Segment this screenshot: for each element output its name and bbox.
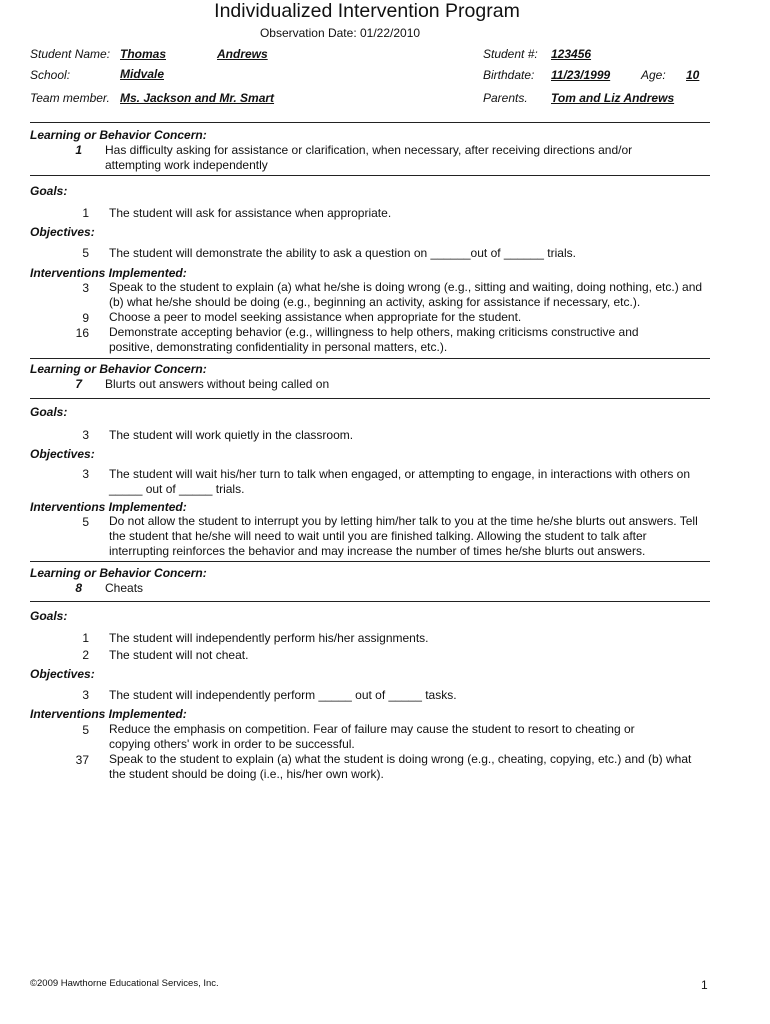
goal-text: The student will not cheat. [109, 648, 249, 662]
goal-number: 2 [82, 648, 89, 662]
concern-heading: Learning or Behavior Concern: [30, 128, 207, 142]
goals-heading: Goals: [30, 405, 68, 419]
intervention-number: 9 [82, 311, 89, 325]
concern-heading: Learning or Behavior Concern: [30, 566, 207, 580]
goal-text: The student will ask for assistance when appropriate. [109, 206, 392, 220]
intervention-text: Do not allow the student to interrupt you by letting him/her talk to you at the time he/she blurts out answers. Tell the student that he/she will need to wait until you are finished talking. Allowing the student to talk after interrupting reinforces the behavior and may increase the number of times he/she blurts out answers. [109, 514, 698, 558]
student-number: 123456 [551, 47, 592, 61]
divider [30, 601, 710, 602]
objectives-heading: Objectives: [30, 447, 95, 461]
divider [30, 175, 710, 176]
page-number: 1 [701, 978, 708, 992]
intervention-number: 5 [82, 723, 89, 737]
student-first-name: Thomas [120, 47, 167, 61]
goal-number: 1 [82, 631, 89, 645]
concern-number: 7 [75, 377, 82, 391]
concern-text: Has difficulty asking for assistance or clarification, when necessary, after receiving directions and/or attempting work independently [105, 143, 633, 172]
interventions-heading: Interventions Implemented: [30, 707, 187, 721]
interventions-heading: Interventions Implemented: [30, 500, 187, 514]
age: 10 [686, 68, 700, 82]
copyright: ©2009 Hawthorne Educational Services, Inc. [30, 978, 219, 989]
intervention-text: Choose a peer to model seeking assistance when appropriate for the student. [109, 310, 522, 324]
objectives-heading: Objectives: [30, 667, 95, 681]
objective-number: 3 [82, 467, 89, 481]
intervention-text: Speak to the student to explain (a) what he/she is doing wrong (e.g., sitting and waiting, doing nothing, etc.) and (b) what he/she should be doing (e.g., beginning an activity, asking for assistance if necessary, etc.). [109, 280, 703, 309]
objective-number: 3 [82, 688, 89, 702]
concern-text: Blurts out answers without being called on [105, 377, 330, 391]
page-title: Individualized Intervention Program [214, 0, 520, 22]
concern-number: 1 [75, 143, 82, 157]
intervention-number: 16 [75, 326, 89, 340]
objective-number: 5 [82, 246, 89, 260]
objective-text: The student will independently perform _____ out of _____ tasks. [109, 688, 457, 702]
concern-number: 8 [75, 581, 82, 595]
objectives-heading: Objectives: [30, 225, 95, 239]
objective-text: The student will wait his/her turn to talk when engaged, or attempting to engage, in interactions with others on _____ out of _____ trials. [109, 467, 691, 496]
school-name: Midvale [120, 67, 165, 81]
goals-heading: Goals: [30, 609, 68, 623]
goal-text: The student will independently perform his/her assignments. [109, 631, 429, 645]
goal-number: 3 [82, 428, 89, 442]
divider [30, 358, 710, 359]
school-label: School: [30, 68, 71, 82]
intervention-number: 3 [82, 281, 89, 295]
birthdate-label: Birthdate: [483, 68, 535, 82]
intervention-text: Reduce the emphasis on competition. Fear of failure may cause the student to resort to cheating or copying others' work in order to be successful. [109, 722, 635, 751]
goal-text: The student will work quietly in the classroom. [109, 428, 354, 442]
student-last-name: Andrews [217, 47, 268, 61]
divider [30, 398, 710, 399]
observation-date: Observation Date: 01/22/2010 [259, 26, 421, 40]
age-label: Age: [641, 68, 666, 82]
student-number-label: Student #: [483, 47, 538, 61]
intervention-number: 37 [75, 753, 89, 767]
divider [30, 122, 710, 123]
intervention-text: Demonstrate accepting behavior (e.g., willingness to help others, making criticisms constructive and positive, demonstrating confidentiality in personal matters, etc.). [109, 325, 639, 354]
divider [30, 561, 710, 562]
goals-heading: Goals: [30, 184, 68, 198]
goal-number: 1 [82, 206, 89, 220]
parents-label: Parents. [483, 91, 528, 105]
team-label: Team member. [30, 91, 110, 105]
intervention-text: Speak to the student to explain (a) what the student is doing wrong (e.g., cheating, copying, etc.) and (b) what the student should be doing (i.e., his/her own work). [109, 752, 692, 781]
concern-text: Cheats [105, 581, 144, 595]
team-members: Ms. Jackson and Mr. Smart [120, 91, 275, 105]
concern-heading: Learning or Behavior Concern: [30, 362, 207, 376]
birthdate: 11/23/1999 [551, 68, 611, 82]
intervention-number: 5 [82, 515, 89, 529]
objective-text: The student will demonstrate the ability to ask a question on ______out of ______ trials. [109, 246, 576, 260]
student-name-label: Student Name: [30, 47, 111, 61]
parents: Tom and Liz Andrews [551, 91, 675, 105]
interventions-heading: Interventions Implemented: [30, 266, 187, 280]
